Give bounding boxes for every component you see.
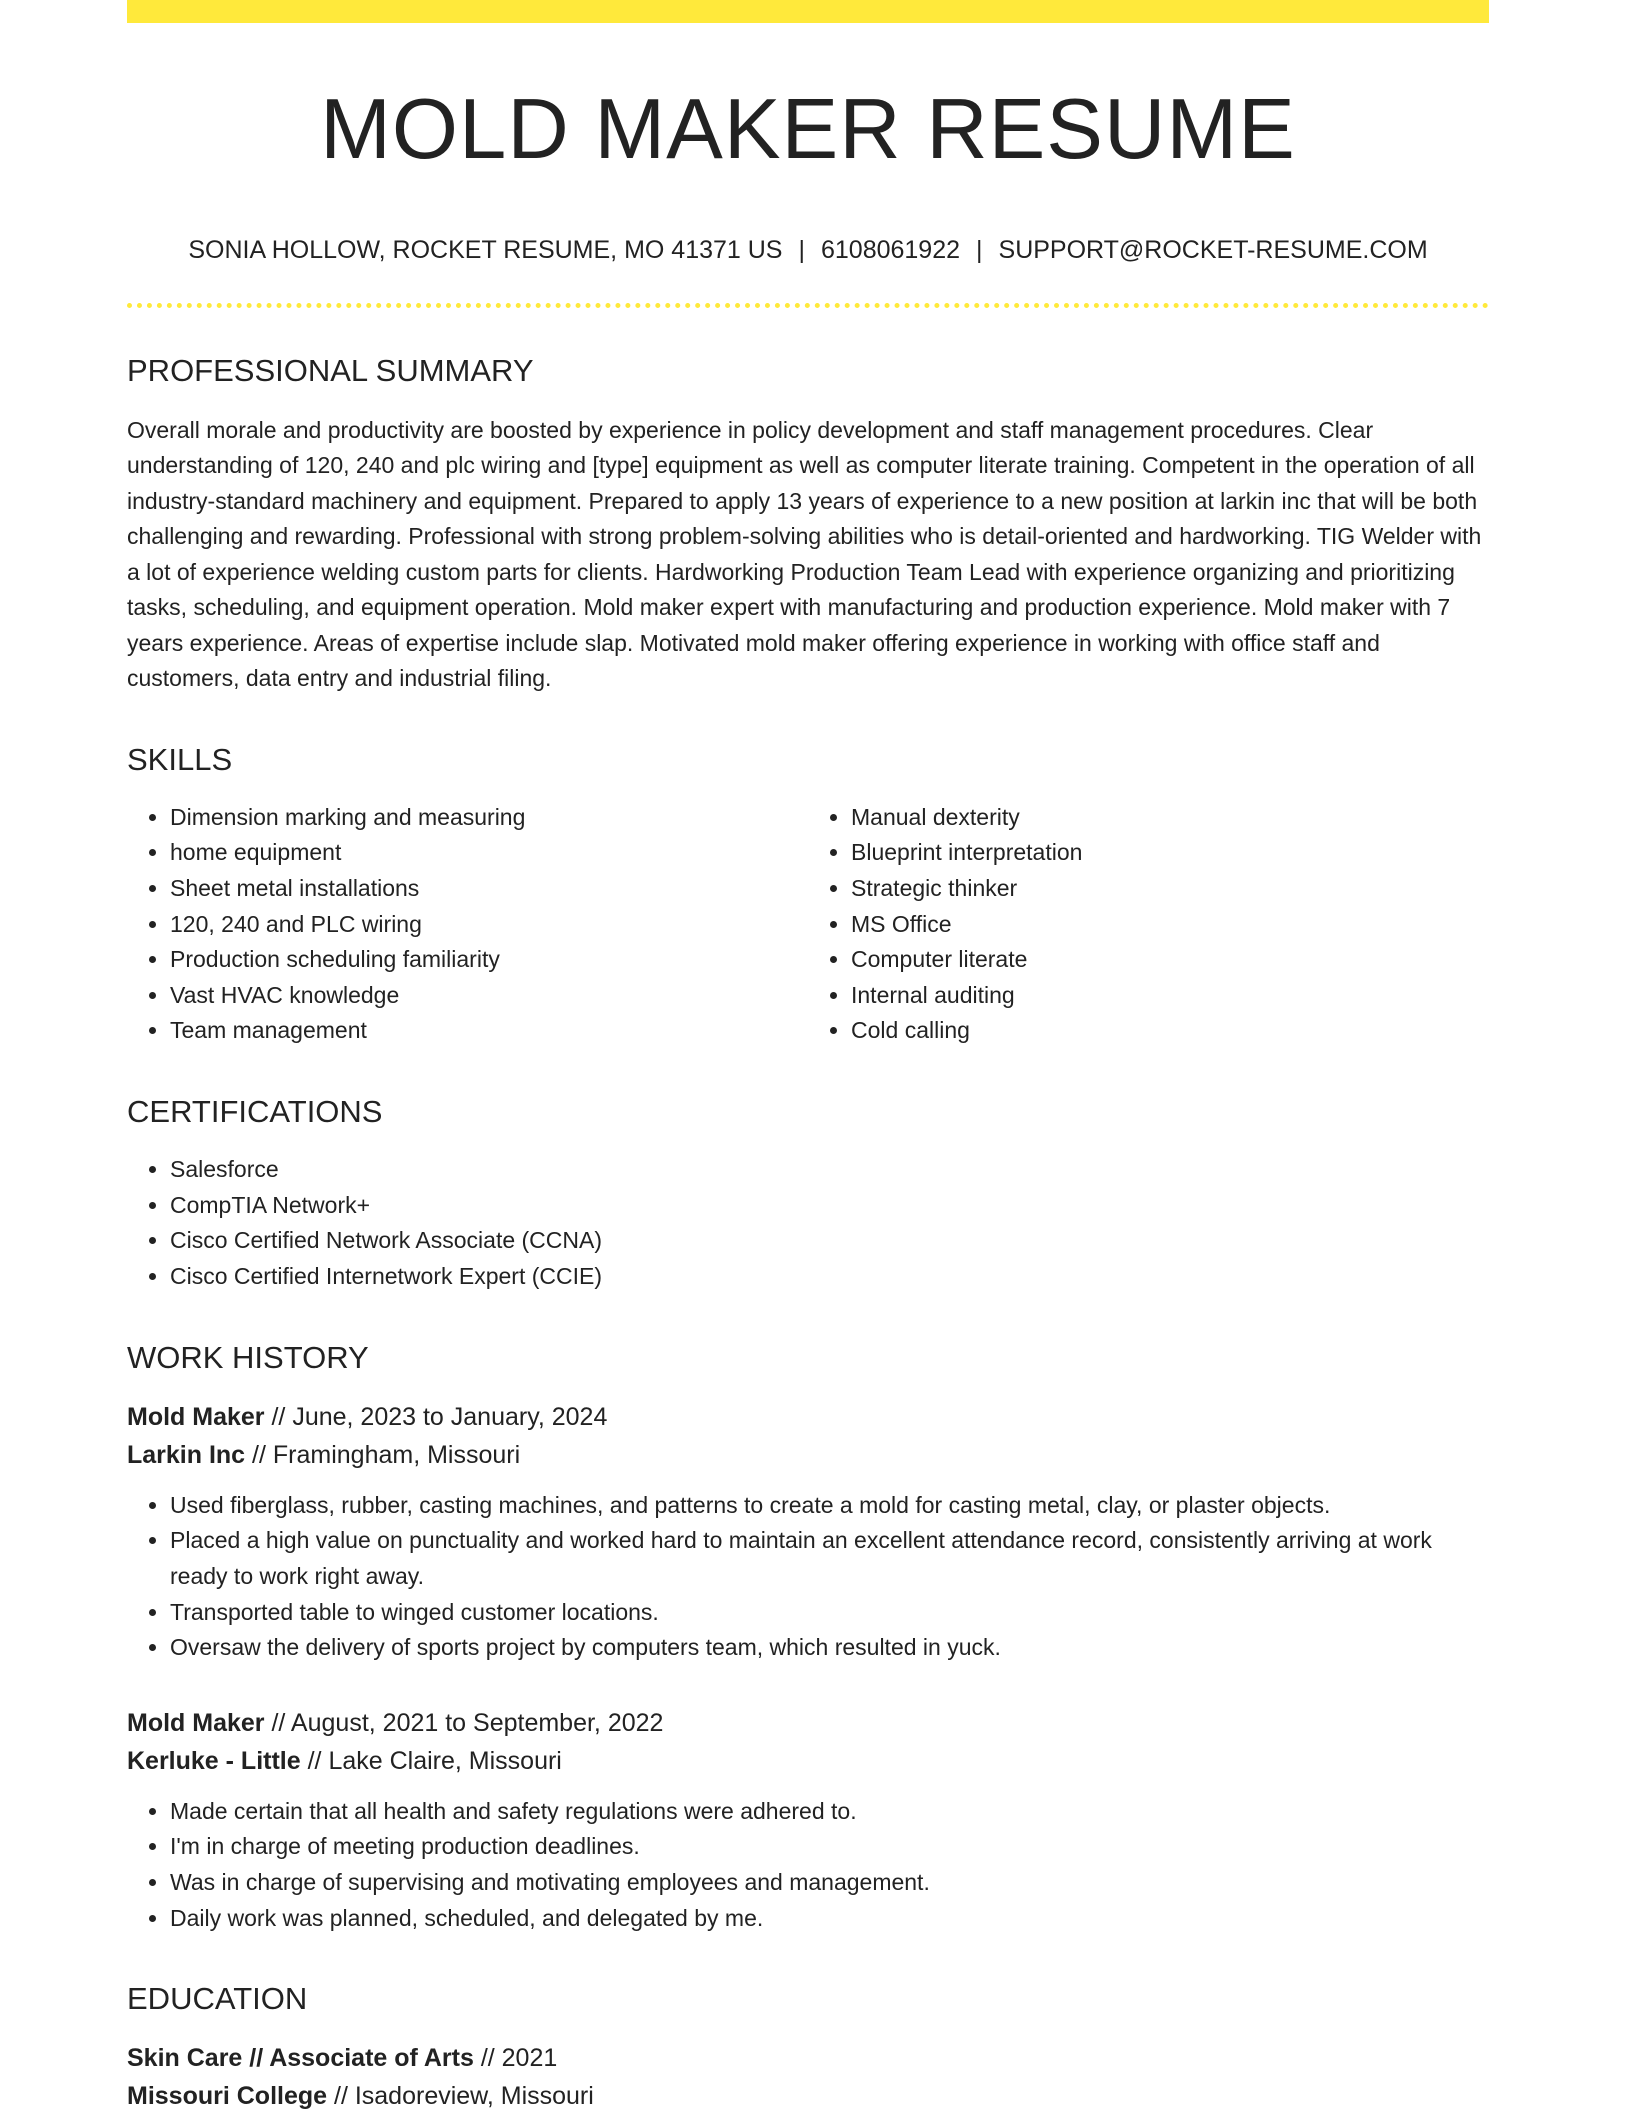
contact-address: SONIA HOLLOW, ROCKET RESUME, MO 41371 US	[188, 235, 783, 264]
dotted-divider	[127, 303, 1489, 308]
skill-item: • Team management	[170, 1013, 808, 1049]
skills-grid	[127, 800, 1489, 1049]
job-bullet: • Was in charge of supervising and motivating employees and management.	[170, 1865, 1489, 1901]
skill-item: • Sheet metal installations	[170, 871, 808, 907]
job-dates: // August, 2021 to September, 2022	[264, 1708, 664, 1737]
section-heading-certifications: CERTIFICATIONS	[127, 1094, 383, 1130]
contact-separator: |	[798, 235, 805, 264]
skill-item: • Internal auditing	[851, 978, 1489, 1014]
job-entry	[127, 1398, 1489, 1666]
skill-item: • Manual dexterity	[851, 800, 1489, 836]
job-dates: // June, 2023 to January, 2024	[264, 1402, 608, 1431]
job-bullet: • Daily work was planned, scheduled, and delegated by me.	[170, 1901, 1489, 1937]
job-bullets	[127, 1794, 1489, 1936]
education-degree-line	[127, 2039, 1489, 2077]
job-company-line	[127, 1436, 1489, 1474]
certification-item: • CompTIA Network+	[170, 1188, 1489, 1224]
contact-phone: 6108061922	[820, 235, 961, 264]
skill-item: • Production scheduling familiarity	[170, 942, 808, 978]
education-school: Missouri College	[127, 2082, 328, 2111]
summary-text: Overall morale and productivity are boosted by experience in policy development and staff management procedures. Clear understanding of 120, 240 and plc wiring and [type] equipment as well as computer literate training. Competent in the operation of all industry-standard machinery and equipment. Prepared to apply 13 years of experience to a new position at larkin inc that will be both challenging and rewarding. Professional with strong problem-solving abilities who is detail-oriented and hardworking. TIG Welder with a lot of experience welding custom parts for clients. Hardworking Production Team Lead with experience organizing and prioritizing tasks, scheduling, and equipment operation. Mold maker expert with manufacturing and production experience. Mold maker with 7 years experience. Areas of expertise include slap. Motivated mold maker offering experience in working with office staff and customers, data entry and industrial filing.	[127, 416, 1482, 692]
job-location: // Lake Claire, Missouri	[300, 1746, 562, 1775]
contact-email: SUPPORT@ROCKET-RESUME.COM	[998, 235, 1428, 264]
education-degree: Skin Care // Associate of Arts	[127, 2044, 474, 2073]
job-title: Mold Maker	[127, 1402, 265, 1431]
job-company-line	[127, 1742, 1489, 1780]
skill-item: • home equipment	[170, 835, 808, 871]
section-heading-education: EDUCATION	[127, 1981, 308, 2017]
skill-item: • Cold calling	[851, 1013, 1489, 1049]
summary-section	[127, 352, 1489, 697]
job-company: Larkin Inc	[127, 1440, 246, 1469]
job-bullet: • Placed a high value on punctuality and worked hard to maintain an excellent attendance record, consistently arriving at work ready to work right away.	[170, 1523, 1489, 1594]
education-section	[127, 1980, 1489, 2115]
job-bullet: • Used fiberglass, rubber, casting machines, and patterns to create a mold for casting metal, clay, or plaster objects.	[170, 1488, 1489, 1524]
section-heading-skills: SKILLS	[127, 741, 233, 777]
certifications-section	[127, 1093, 1489, 1295]
job-title-line	[127, 1398, 1489, 1436]
skills-list-left	[127, 800, 808, 1049]
contact-separator: |	[976, 235, 983, 264]
top-accent-bar	[127, 0, 1489, 23]
job-bullet: • I'm in charge of meeting production deadlines.	[170, 1829, 1489, 1865]
certifications-list	[127, 1152, 1489, 1294]
certification-item: • Salesforce	[170, 1152, 1489, 1188]
job-entry	[127, 1704, 1489, 1936]
education-location: // Isadoreview, Missouri	[327, 2082, 594, 2111]
work-history-section	[127, 1339, 1489, 1937]
skills-list-right	[808, 800, 1489, 1049]
job-bullets	[127, 1488, 1489, 1666]
skill-item: • Dimension marking and measuring	[170, 800, 808, 836]
education-year: // 2021	[473, 2044, 558, 2073]
contact-line	[127, 235, 1489, 265]
resume-title: MOLD MAKER RESUME	[320, 82, 1296, 177]
certification-item: • Cisco Certified Internetwork Expert (CCIE)	[170, 1259, 1489, 1295]
section-heading-work-history: WORK HISTORY	[127, 1339, 369, 1375]
education-school-line	[127, 2077, 1489, 2115]
job-company: Kerluke - Little	[127, 1746, 301, 1775]
skill-item: • MS Office	[851, 907, 1489, 943]
job-bullet: • Made certain that all health and safety regulations were adhered to.	[170, 1794, 1489, 1830]
skill-item: • Strategic thinker	[851, 871, 1489, 907]
skills-section	[127, 741, 1489, 1049]
certification-item: • Cisco Certified Network Associate (CCNA)	[170, 1223, 1489, 1259]
skill-item: • Computer literate	[851, 942, 1489, 978]
job-title-line	[127, 1704, 1489, 1742]
resume-page	[127, 0, 1489, 2115]
job-bullet: • Transported table to winged customer locations.	[170, 1595, 1489, 1631]
job-bullet: • Oversaw the delivery of sports project by computers team, which resulted in yuck.	[170, 1630, 1489, 1666]
job-location: // Framingham, Missouri	[245, 1440, 521, 1469]
section-heading-summary: PROFESSIONAL SUMMARY	[127, 352, 534, 388]
education-entry	[127, 2039, 1489, 2115]
skill-item: • Vast HVAC knowledge	[170, 978, 808, 1014]
job-title: Mold Maker	[127, 1708, 265, 1737]
skill-item: • 120, 240 and PLC wiring	[170, 907, 808, 943]
skill-item: • Blueprint interpretation	[851, 835, 1489, 871]
